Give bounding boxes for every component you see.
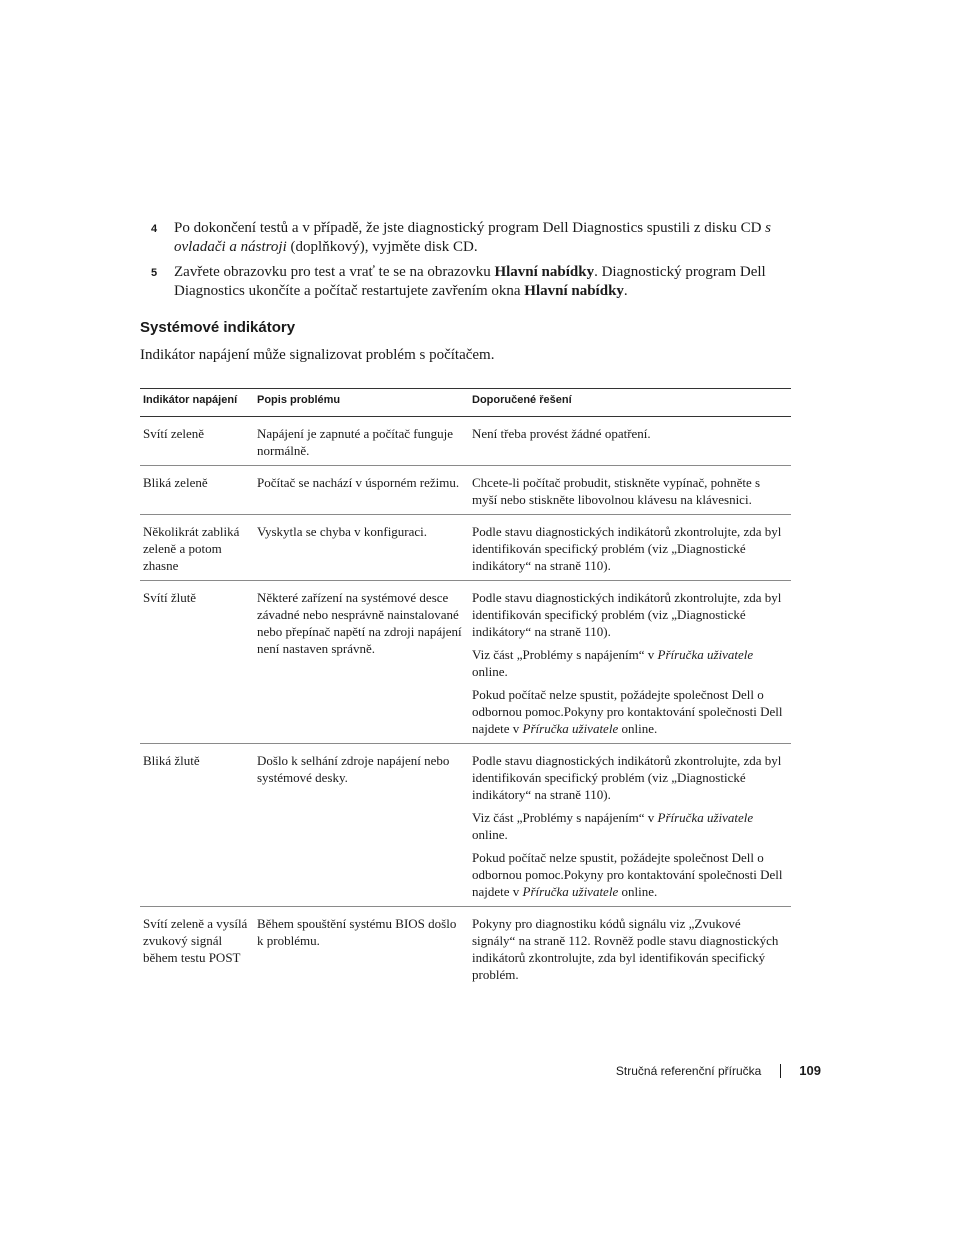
table-row: [140, 515, 791, 581]
text-run: Pokyny pro diagnostiku kódů signálu viz „Zvukové signály“ na straně 112. Rovněž podle stavu diagnostických indikátorů zkontrolujte, zda byl identifikován specifický problém.: [472, 916, 779, 982]
page-footer: [616, 1063, 821, 1078]
text-run: Příručka uživatele: [657, 810, 754, 825]
solution-paragraph: [472, 809, 785, 843]
cell-indicator: Svítí žlutě: [140, 581, 254, 744]
cell-solution: [469, 417, 791, 466]
text-run: Příručka uživatele: [522, 884, 619, 899]
text-run: Chcete-li počítač probudit, stiskněte vypínač, pohněte s myší nebo stiskněte libovolnou klávesu na klávesnici.: [472, 475, 761, 507]
cell-solution: [469, 515, 791, 581]
text-run: Viz část „Problémy s napájením“ v: [472, 647, 658, 662]
solution-paragraph: [472, 686, 785, 737]
text-run: Po dokončení testů a v případě, že jste diagnostický program Dell Diagnostics spustili z disku CD: [174, 220, 766, 236]
header-solution: Doporučené řešení: [469, 389, 791, 417]
text-run: online.: [618, 884, 658, 899]
text-run: (doplňkový), vyjměte disk CD.: [286, 239, 478, 255]
cell-problem: Vyskytla se chyba v konfiguraci.: [254, 515, 469, 581]
text-run: . Diagnostický program Dell Diagnostics ukončíte a počítač restartujete zavřením okna: [174, 264, 766, 299]
step-number: 5: [151, 267, 158, 279]
text-run: Zavřete obrazovku pro test a vrať te se na obrazovku: [174, 264, 495, 280]
section-intro: Indikátor napájení může signalizovat problém s počítačem.: [140, 347, 495, 363]
table-row: [140, 744, 791, 907]
text-run: Podle stavu diagnostických indikátorů zkontrolujte, zda byl identifikován specifický problém (viz „Diagnostické indikátory“ na straně 110).: [472, 590, 782, 639]
cell-indicator: Svítí zeleně a vysílá zvukový signál během testu POST: [143, 916, 248, 965]
cell-solution: [469, 581, 791, 744]
solution-paragraph: [472, 915, 785, 983]
cell-problem: Napájení je zapnuté a počítač funguje normálně.: [254, 417, 469, 466]
solution-paragraph: [472, 646, 785, 680]
cell-problem: Došlo k selhání zdroje napájení nebo systémové desky.: [254, 744, 469, 907]
footer-title: Stručná referenční příručka: [615, 1063, 762, 1078]
text-run: .: [623, 283, 628, 299]
cell-problem: Během spouštění systému BIOS došlo k problému.: [257, 916, 457, 948]
cell-indicator: Bliká zeleně: [140, 466, 254, 515]
cell-solution: [469, 907, 791, 990]
step-item: [151, 219, 796, 257]
text-run: online.: [618, 721, 658, 736]
solution-paragraph: [472, 849, 785, 900]
text-run: s ovladači a nástroji: [174, 220, 771, 255]
table-header-row: [140, 389, 791, 417]
text-run: online.: [472, 827, 508, 842]
text-run: Příručka uživatele: [657, 647, 754, 662]
solution-paragraph: [472, 425, 785, 442]
text-run: Hlavní nabídky: [494, 264, 595, 280]
cell-solution: [469, 744, 791, 907]
section-heading: Systémové indikátory: [140, 319, 296, 336]
text-run: Viz část „Problémy s napájením“ v: [472, 810, 658, 825]
text-run: online.: [472, 664, 508, 679]
cell-solution: [469, 466, 791, 515]
table-row: [140, 466, 791, 515]
cell-problem: Počítač se nachází v úsporném režimu.: [254, 466, 469, 515]
table-row: [140, 907, 791, 990]
text-run: Podle stavu diagnostických indikátorů zkontrolujte, zda byl identifikován specifický problém (viz „Diagnostické indikátory“ na straně 110).: [472, 524, 782, 573]
header-indicator: Indikátor napájení: [140, 389, 254, 417]
solution-paragraph: [472, 752, 785, 803]
text-run: Hlavní nabídky: [524, 283, 624, 299]
cell-indicator: Svítí zeleně: [140, 417, 254, 466]
power-indicator-table: [140, 388, 791, 989]
footer-separator: [780, 1064, 781, 1078]
step-text: [174, 264, 766, 299]
procedure-steps: [151, 219, 796, 307]
text-run: Není třeba provést žádné opatření.: [472, 426, 651, 441]
cell-indicator: Bliká žlutě: [140, 744, 254, 907]
step-number: 4: [151, 223, 158, 235]
cell-problem: Některé zařízení na systémové desce závadné nebo nesprávně nainstalované nebo přepínač napětí na zdroji napájení není nastaven správně.: [254, 581, 469, 744]
solution-paragraph: [472, 589, 785, 640]
text-run: Příručka uživatele: [522, 721, 619, 736]
step-text: [174, 220, 771, 255]
text-run: Pokud počítač nelze spustit, požádejte společnost Dell o odbornou pomoc.Pokyny pro kontaktování společnosti Dell najdete v: [472, 687, 783, 736]
solution-paragraph: [472, 474, 785, 508]
text-run: Pokud počítač nelze spustit, požádejte společnost Dell o odbornou pomoc.Pokyny pro kontaktování společnosti Dell najdete v: [472, 850, 783, 899]
solution-paragraph: [472, 523, 785, 574]
table-row: [140, 581, 791, 744]
cell-indicator: Několikrát zabliká zeleně a potom zhasne: [140, 515, 254, 581]
step-item: [151, 263, 796, 301]
table-row: [140, 417, 791, 466]
text-run: Podle stavu diagnostických indikátorů zkontrolujte, zda byl identifikován specifický problém (viz „Diagnostické indikátory“ na straně 110).: [472, 753, 782, 802]
page-number: 109: [799, 1063, 821, 1078]
header-problem: Popis problému: [254, 389, 469, 417]
